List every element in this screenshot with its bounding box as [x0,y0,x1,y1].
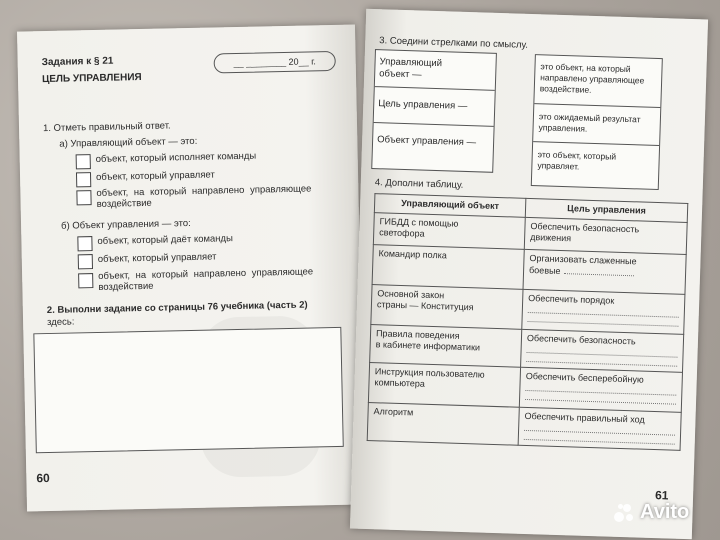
table-cell: боевые [528,265,561,276]
table-cell: Основной закон [377,288,445,301]
option-1b-3: объект, на который направлено управляющее [98,266,314,282]
match-left-2[interactable]: Цель управления — [378,98,468,112]
option-1a-2: объект, который управляет [95,169,215,183]
task1-label: 1. Отметь правильный ответ. [42,120,171,135]
left-page [17,25,365,512]
page-number-left: 60 [36,471,50,486]
option-1a-1: объект, который исполняет команды [95,150,257,165]
table-cell: компьютера [374,377,426,389]
match-right-2b[interactable]: управления. [538,122,588,134]
task2-line1: 2. Выполни задание со страницы 76 учебника (часть 2) [46,299,308,317]
checkbox-1b-3[interactable] [78,273,93,288]
checkbox-1a-3[interactable] [76,190,91,205]
table-cell: Алгоритм [373,406,414,418]
table-header: Управляющий объект [374,194,526,218]
answer-drawing-box[interactable] [33,327,343,453]
avito-watermark [612,501,689,524]
table-cell: Инструкция пользователю [374,366,485,380]
avito-logo-icon [612,502,636,524]
table-cell: Обеспечить правильный ход [524,410,645,425]
task2-line2: здесь: [46,316,75,329]
section-header: Задания к § 21 [41,55,114,69]
table-cell: Командир полка [378,248,447,261]
fill-line[interactable] [564,267,634,276]
table-cell: Обеспечить бесперебойную [525,370,644,385]
match-right-2a[interactable]: это ожидаемый результат [538,111,641,125]
match-left-1b[interactable]: объект — [379,68,422,81]
checkbox-1a-1[interactable] [76,154,91,169]
table-cell: Обеспечить безопасность [526,332,636,347]
avito-wordmark: Avito [640,501,690,523]
checkbox-1b-2[interactable] [78,254,93,269]
option-1b-3-cont: воздействие [98,280,154,293]
table-cell: светофора [379,227,425,239]
checkbox-1b-1[interactable] [77,236,92,251]
table-cell: Правила поведения [375,328,460,341]
match-right-1c[interactable]: воздействие. [539,83,592,95]
table-cell: Обеспечить безопасность [530,221,640,235]
table-cell: ГИБДД с помощью [379,216,459,229]
match-right-1b[interactable]: направлено управляющее [540,72,645,86]
match-right-3b[interactable]: управляет. [537,160,580,172]
option-1b-2: объект, который управляет [97,251,217,265]
table-cell: страны — Конституция [376,299,474,313]
task3-label: 3. Соедини стрелками по смыслу. [379,35,529,51]
table-cell: Организовать слаженные [529,253,637,267]
task1a-question: а) Управляющий объект — это: [59,135,198,150]
table-header: Цель управления [525,198,688,222]
match-right-1a[interactable]: это объект, на который [540,61,631,75]
table-cell: движения [530,232,572,244]
option-1b-1: объект, который даёт команды [97,233,233,247]
right-page [350,9,708,539]
control-table [367,193,689,451]
table-cell: Обеспечить порядок [528,292,615,306]
date-field[interactable]: __ ________ 20__ г. [214,51,336,74]
match-left-1a[interactable]: Управляющий [379,56,443,70]
match-left-column [371,49,497,173]
option-1a-3-cont: воздействие [96,197,152,210]
task4-label: 4. Дополни таблицу. [374,177,464,191]
checkbox-1a-2[interactable] [76,172,91,187]
match-right-3a[interactable]: это объект, который [537,149,617,162]
match-left-3[interactable]: Объект управления — [376,134,477,149]
page-number-right: 61 [654,488,669,503]
option-1a-3: объект, на который направлено управляющее [96,183,312,199]
table-cell: в кабинете информатики [375,339,481,353]
task1b-question: б) Объект управления — это: [60,217,191,232]
match-right-column [531,54,663,190]
page-title: ЦЕЛЬ УПРАВЛЕНИЯ [41,71,142,86]
